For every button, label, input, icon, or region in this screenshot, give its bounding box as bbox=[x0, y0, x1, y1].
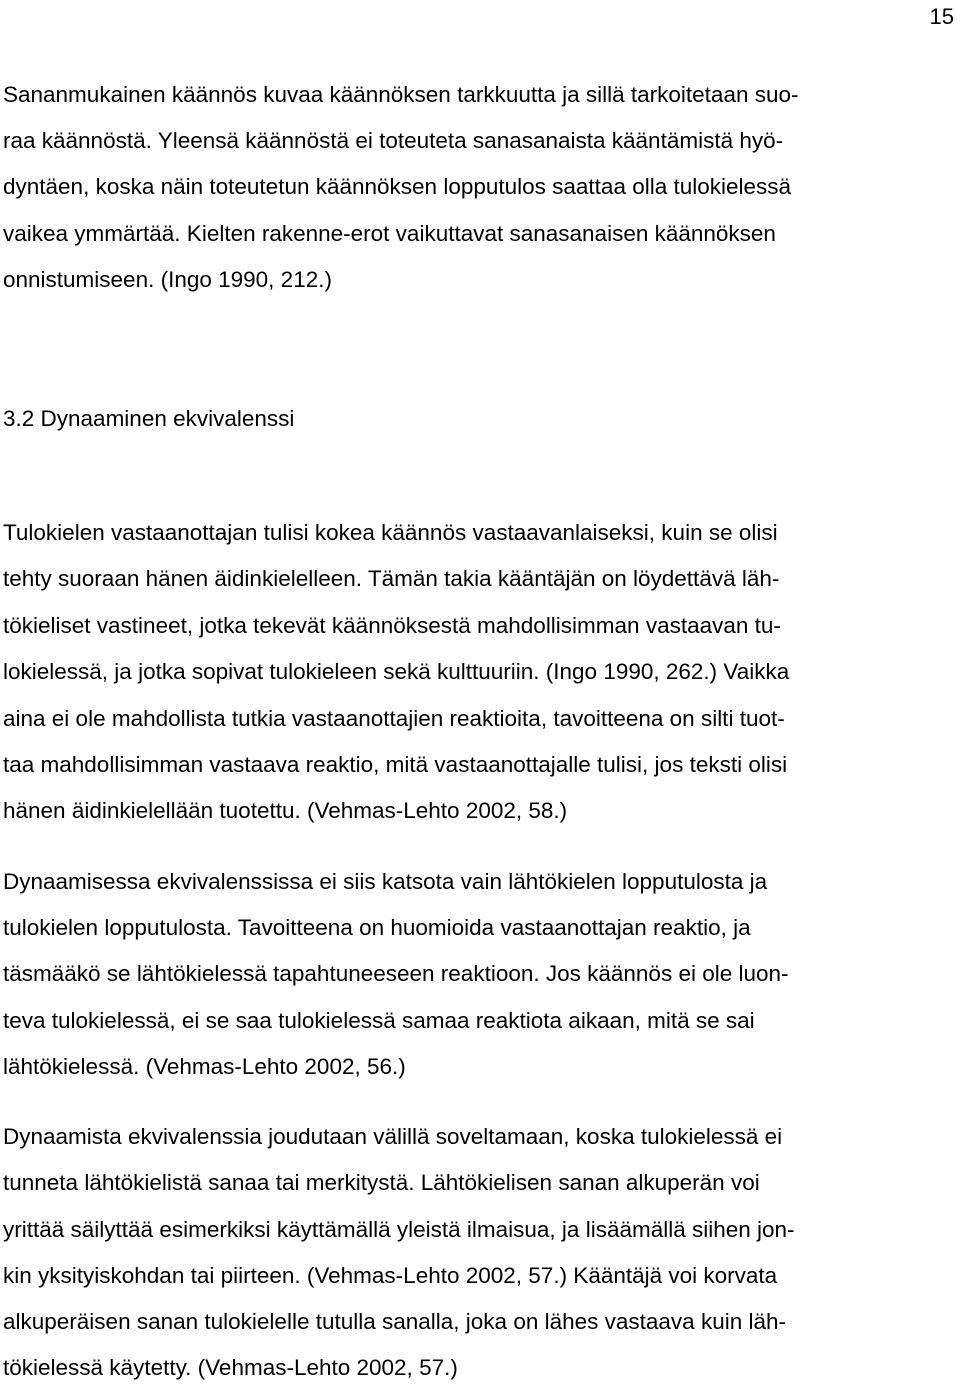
paragraph-line: Dynaamisessa ekvivalenssissa ei siis katsota vain lähtökielen lopputulosta ja bbox=[3, 869, 768, 894]
paragraph-line: Tulokielen vastaanottajan tulisi kokea käännös vastaavanlaiseksi, kuin se olisi bbox=[3, 520, 778, 545]
paragraph-line: tökielessä käytetty. (Vehmas-Lehto 2002, 57.) bbox=[3, 1355, 458, 1380]
paragraph-line: tökieliset vastineet, jotka tekevät käännöksestä mahdollisimman vastaavan tu- bbox=[3, 613, 781, 638]
paragraph-line: aina ei ole mahdollista tutkia vastaanottajien reaktioita, tavoitteena on silti tuot- bbox=[3, 706, 785, 731]
paragraph-line: lähtökielessä. (Vehmas-Lehto 2002, 56.) bbox=[3, 1054, 406, 1079]
paragraph-line: raa käännöstä. Yleensä käännöstä ei toteuteta sanasanaista kääntämistä hyö- bbox=[3, 128, 784, 153]
paragraph-line: tulokielen lopputulosta. Tavoitteena on huomioida vastaanottajan reaktio, ja bbox=[3, 915, 751, 940]
paragraph-line: tunneta lähtökielistä sanaa tai merkitystä. Lähtökielisen sanan alkuperän voi bbox=[3, 1170, 760, 1195]
paragraph-line: hänen äidinkielellään tuotettu. (Vehmas-Lehto 2002, 58.) bbox=[3, 798, 568, 823]
section-heading: 3.2 Dynaaminen ekvivalenssi bbox=[3, 406, 295, 431]
paragraph-line: kin yksityiskohdan tai piirteen. (Vehmas-Lehto 2002, 57.) Kääntäjä voi korvata bbox=[3, 1263, 778, 1288]
paragraph-line: tehty suoraan hänen äidinkielelleen. Tämän takia kääntäjän on löydettävä läh- bbox=[3, 566, 780, 591]
paragraph-line: alkuperäisen sanan tulokielelle tutulla sanalla, joka on lähes vastaava kuin läh- bbox=[3, 1309, 786, 1334]
paragraph-line: lokielessä, ja jotka sopivat tulokieleen sekä kulttuuriin. (Ingo 1990, 262.) Vaikka bbox=[3, 659, 790, 684]
paragraph-line: onnistumiseen. (Ingo 1990, 212.) bbox=[3, 267, 332, 292]
paragraph-line: teva tulokielessä, ei se saa tulokielessä samaa reaktiota aikaan, mitä se sai bbox=[3, 1008, 755, 1033]
paragraph-line: vaikea ymmärtää. Kielten rakenne-erot vaikuttavat sanasanaisen käännöksen bbox=[3, 221, 776, 246]
paragraph-line: yrittää säilyttää esimerkiksi käyttämällä yleistä ilmaisua, ja lisäämällä siihen jon- bbox=[3, 1217, 795, 1242]
paragraph-line: taa mahdollisimman vastaava reaktio, mitä vastaanottajalle tulisi, jos teksti olisi bbox=[3, 752, 788, 777]
paragraph-line: Dynaamista ekvivalenssia joudutaan välillä soveltamaan, koska tulokielessä ei bbox=[3, 1124, 783, 1149]
paragraph-line: Sananmukainen käännös kuvaa käännöksen tarkkuutta ja sillä tarkoitetaan suo- bbox=[3, 82, 799, 107]
paragraph-line: dyntäen, koska näin toteutetun käännöksen lopputulos saattaa olla tulokielessä bbox=[3, 174, 792, 199]
page-number: 15 bbox=[929, 4, 954, 29]
paragraph-line: täsmääkö se lähtökielessä tapahtuneeseen reaktioon. Jos käännös ei ole luon- bbox=[3, 961, 789, 986]
